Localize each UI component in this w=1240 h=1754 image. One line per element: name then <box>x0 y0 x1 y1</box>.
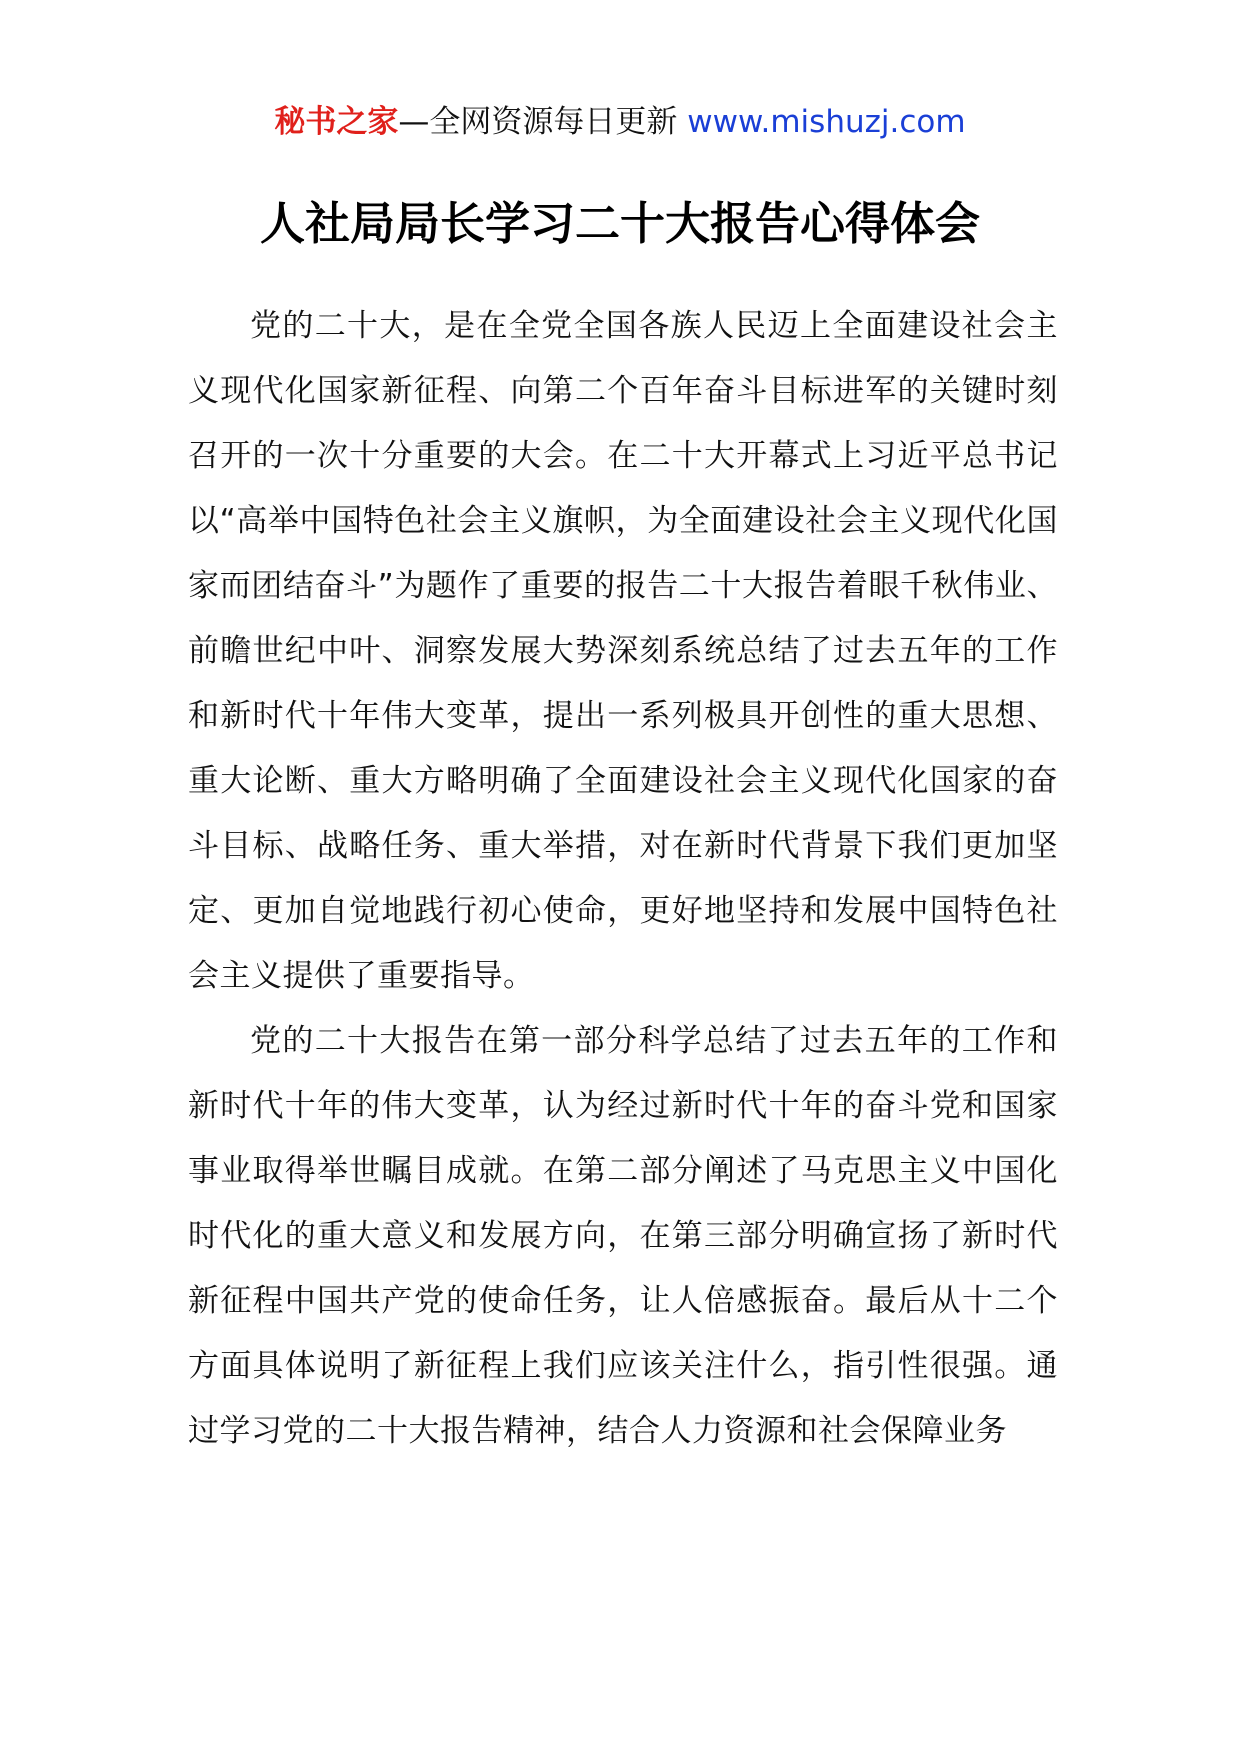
site-header <box>0 100 1240 144</box>
site-tagline: —全网资源每日更新 <box>398 104 678 140</box>
paragraph-2: 党的二十大报告在第一部分科学总结了过去五年的工作和新时代十年的伟大变革，认为经过新时代十年的奋斗党和国家事业取得举世瞩目成就。在第二部分阐述了马克思主义中国化时代化的重大意义和发展方向，在第三部分明确宣扬了新时代新征程中国共产党的使命任务，让人倍感振奋。最后从十二个方面具体说明了新征程上我们应该关注什么，指引性很强。通过学习党的二十大报告精神，结合人力资源和社会保障业务 <box>188 1023 1058 1449</box>
site-name: 秘书之家 <box>274 104 399 140</box>
document-body <box>188 294 1058 1464</box>
document-title: 人社局局长学习二十大报告心得体会 <box>259 197 980 250</box>
paragraph-1: 党的二十大，是在全党全国各族人民迈上全面建设社会主义现代化国家新征程、向第二个百年奋斗目标进军的关键时刻召开的一次十分重要的大会。在二十大开幕式上习近平总书记以“高举中国特色社会主义旗帜，为全面建设社会主义现代化国家而团结奋斗”为题作了重要的报告二十大报告着眼千秋伟业、前瞻世纪中叶、洞察发展大势深刻系统总结了过去五年的工作和新时代十年伟大变革，提出一系列极具开创性的重大思想、重大论断、重大方略明确了全面建设社会主义现代化国家的奋斗目标、战略任务、重大举措，对在新时代背景下我们更加坚定、更加自觉地践行初心使命，更好地坚持和发展中国特色社会主义提供了重要指导。 <box>188 308 1058 994</box>
site-url-link[interactable]: www.mishuzj.com <box>687 104 966 140</box>
